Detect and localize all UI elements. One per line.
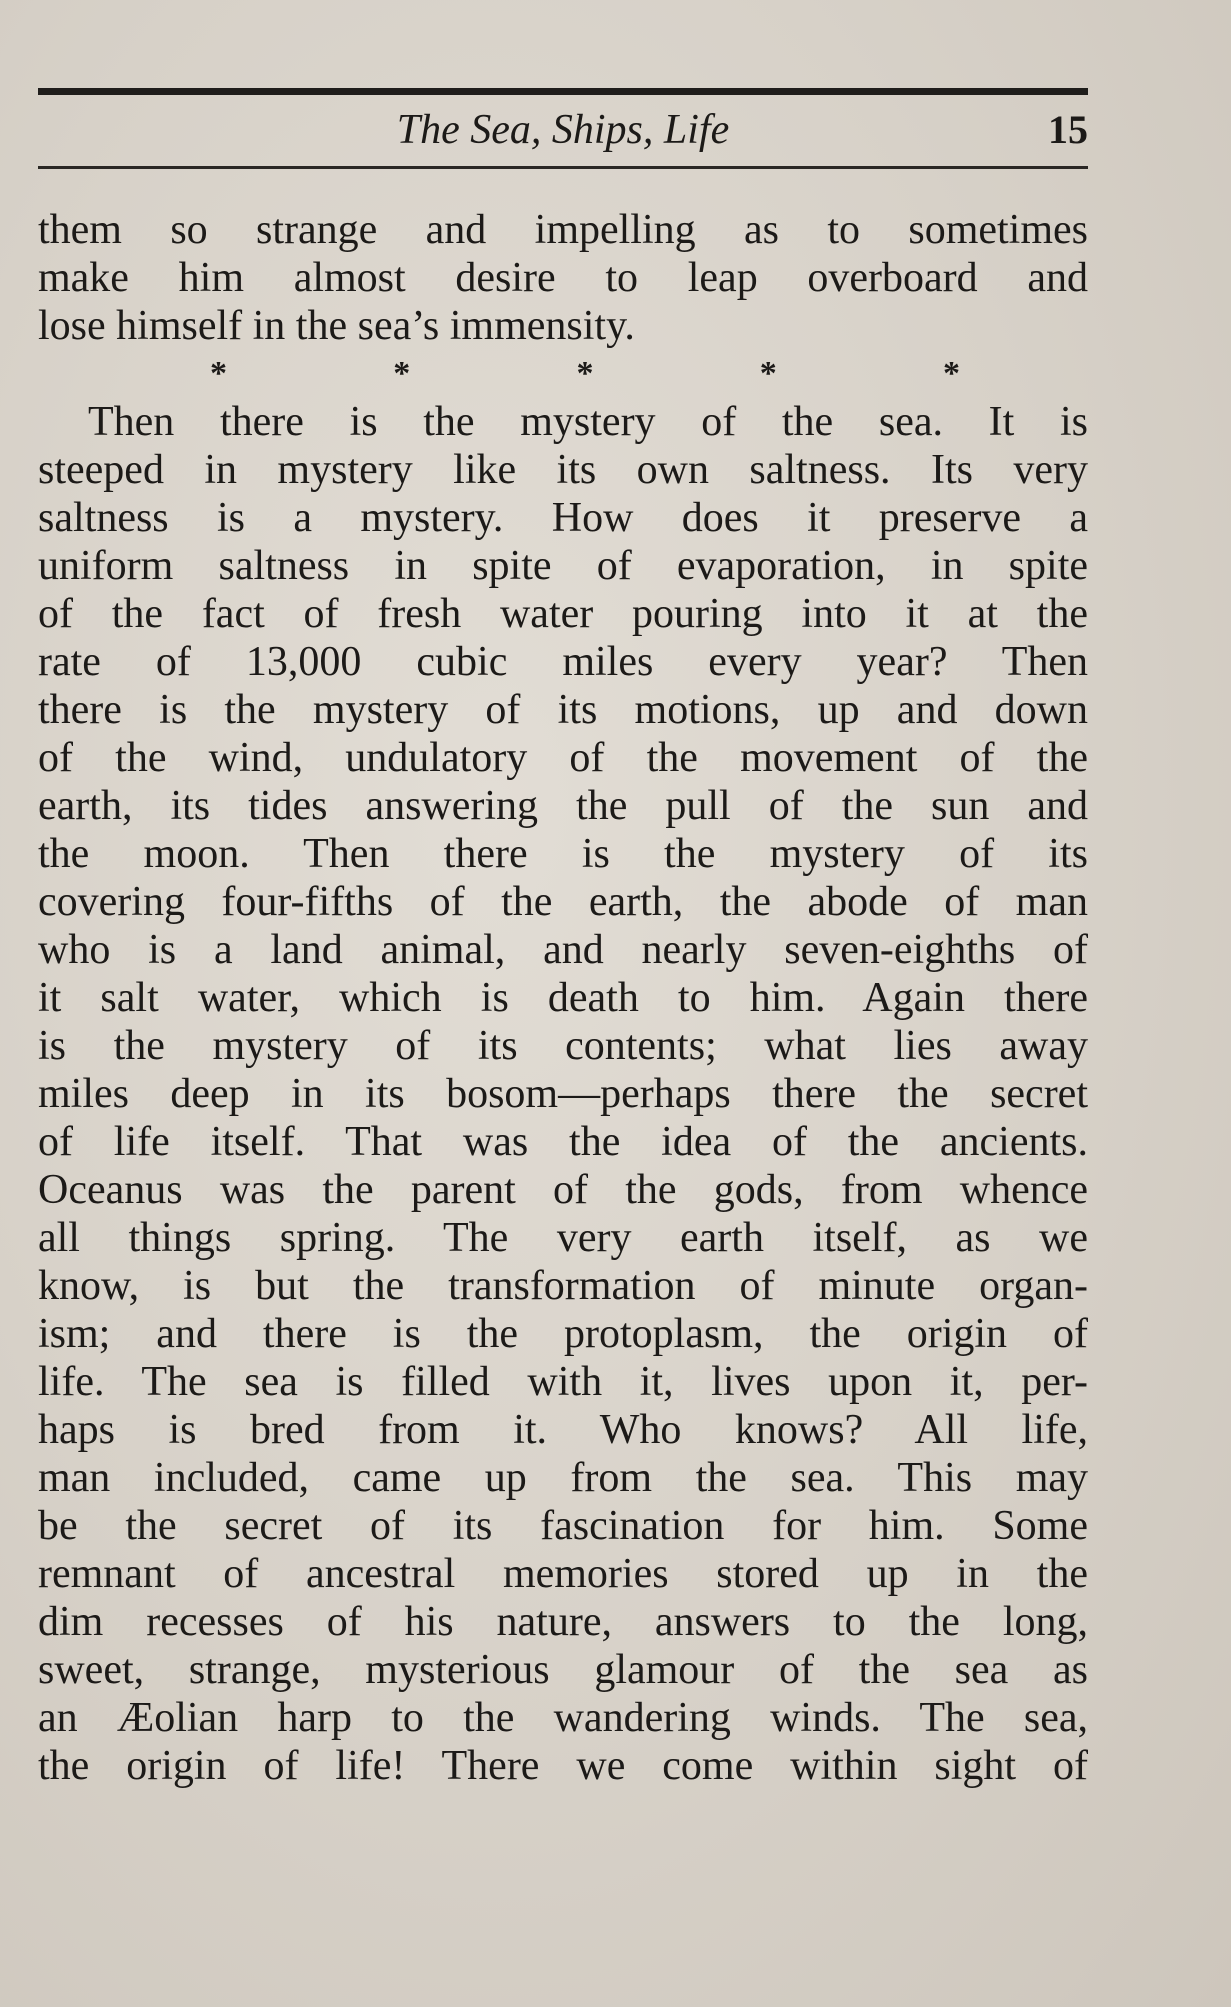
text-line: remnant of ancestral memories stored up in the: [38, 1551, 1088, 1597]
text-line: is the mystery of its contents; what lies away: [38, 1023, 1088, 1069]
text-line: the moon. Then there is the mystery of its: [38, 831, 1088, 877]
text-line: ism; and there is the protoplasm, the origin of: [38, 1311, 1088, 1357]
text-line: of life itself. That was the idea of the ancients.: [38, 1119, 1088, 1165]
asterisk: *: [393, 355, 411, 392]
text-line: saltness is a mystery. How does it preserve a: [38, 495, 1088, 541]
body-text: [38, 206, 1088, 1790]
asterisk: *: [759, 355, 777, 392]
text-line: miles deep in its bosom—perhaps there the secret: [38, 1071, 1088, 1117]
header-top-rule: [38, 88, 1088, 95]
text-line: there is the mystery of its motions, up and down: [38, 687, 1088, 733]
text-line: covering four-fifths of the earth, the abode of man: [38, 879, 1088, 925]
running-title: The Sea, Ships, Life: [396, 107, 730, 153]
text-line: an Æolian harp to the wandering winds. The sea,: [38, 1695, 1088, 1741]
text-line: uniform saltness in spite of evaporation, in spite: [38, 543, 1088, 589]
text-line: all things spring. The very earth itself, as we: [38, 1215, 1088, 1261]
text-line: rate of 13,000 cubic miles every year? Then: [38, 639, 1088, 685]
text-line: make him almost desire to leap overboard and: [38, 255, 1088, 301]
text-line: earth, its tides answering the pull of the sun and: [38, 783, 1088, 829]
text-line: be the secret of its fascination for him. Some: [38, 1503, 1088, 1549]
text-line: them so strange and impelling as to sometimes: [38, 207, 1088, 253]
text-line: who is a land animal, and nearly seven-eighths of: [38, 927, 1088, 973]
asterisk: *: [943, 355, 960, 392]
text-line: the origin of life! There we come within sight of: [38, 1743, 1088, 1789]
text-line: Then there is the mystery of the sea. It is: [88, 399, 1088, 445]
text-line: haps is bred from it. Who knows? All life,: [38, 1407, 1088, 1453]
text-line: of the fact of fresh water pouring into it at the: [38, 591, 1088, 637]
header-bottom-rule: [38, 166, 1088, 169]
section-break: [38, 350, 960, 398]
page-number: 15: [1048, 107, 1088, 152]
asterisk: *: [210, 355, 227, 392]
text-line: sweet, strange, mysterious glamour of the sea as: [38, 1647, 1088, 1693]
text-line: steeped in mystery like its own saltness. Its very: [38, 447, 1088, 493]
text-line: know, is but the transformation of minute organ-: [38, 1263, 1088, 1309]
book-page: [38, 0, 1088, 2007]
text-line: dim recesses of his nature, answers to the long,: [38, 1599, 1088, 1645]
asterisk: *: [576, 355, 594, 392]
text-line: of the wind, undulatory of the movement of the: [38, 735, 1088, 781]
text-line: life. The sea is filled with it, lives upon it, per-: [38, 1359, 1088, 1405]
text-line: man included, came up from the sea. This may: [38, 1455, 1088, 1501]
text-line: lose himself in the sea’s immensity.: [38, 303, 635, 349]
text-line: it salt water, which is death to him. Again there: [38, 975, 1088, 1021]
text-line: Oceanus was the parent of the gods, from whence: [38, 1167, 1088, 1213]
running-head: [38, 102, 1088, 158]
